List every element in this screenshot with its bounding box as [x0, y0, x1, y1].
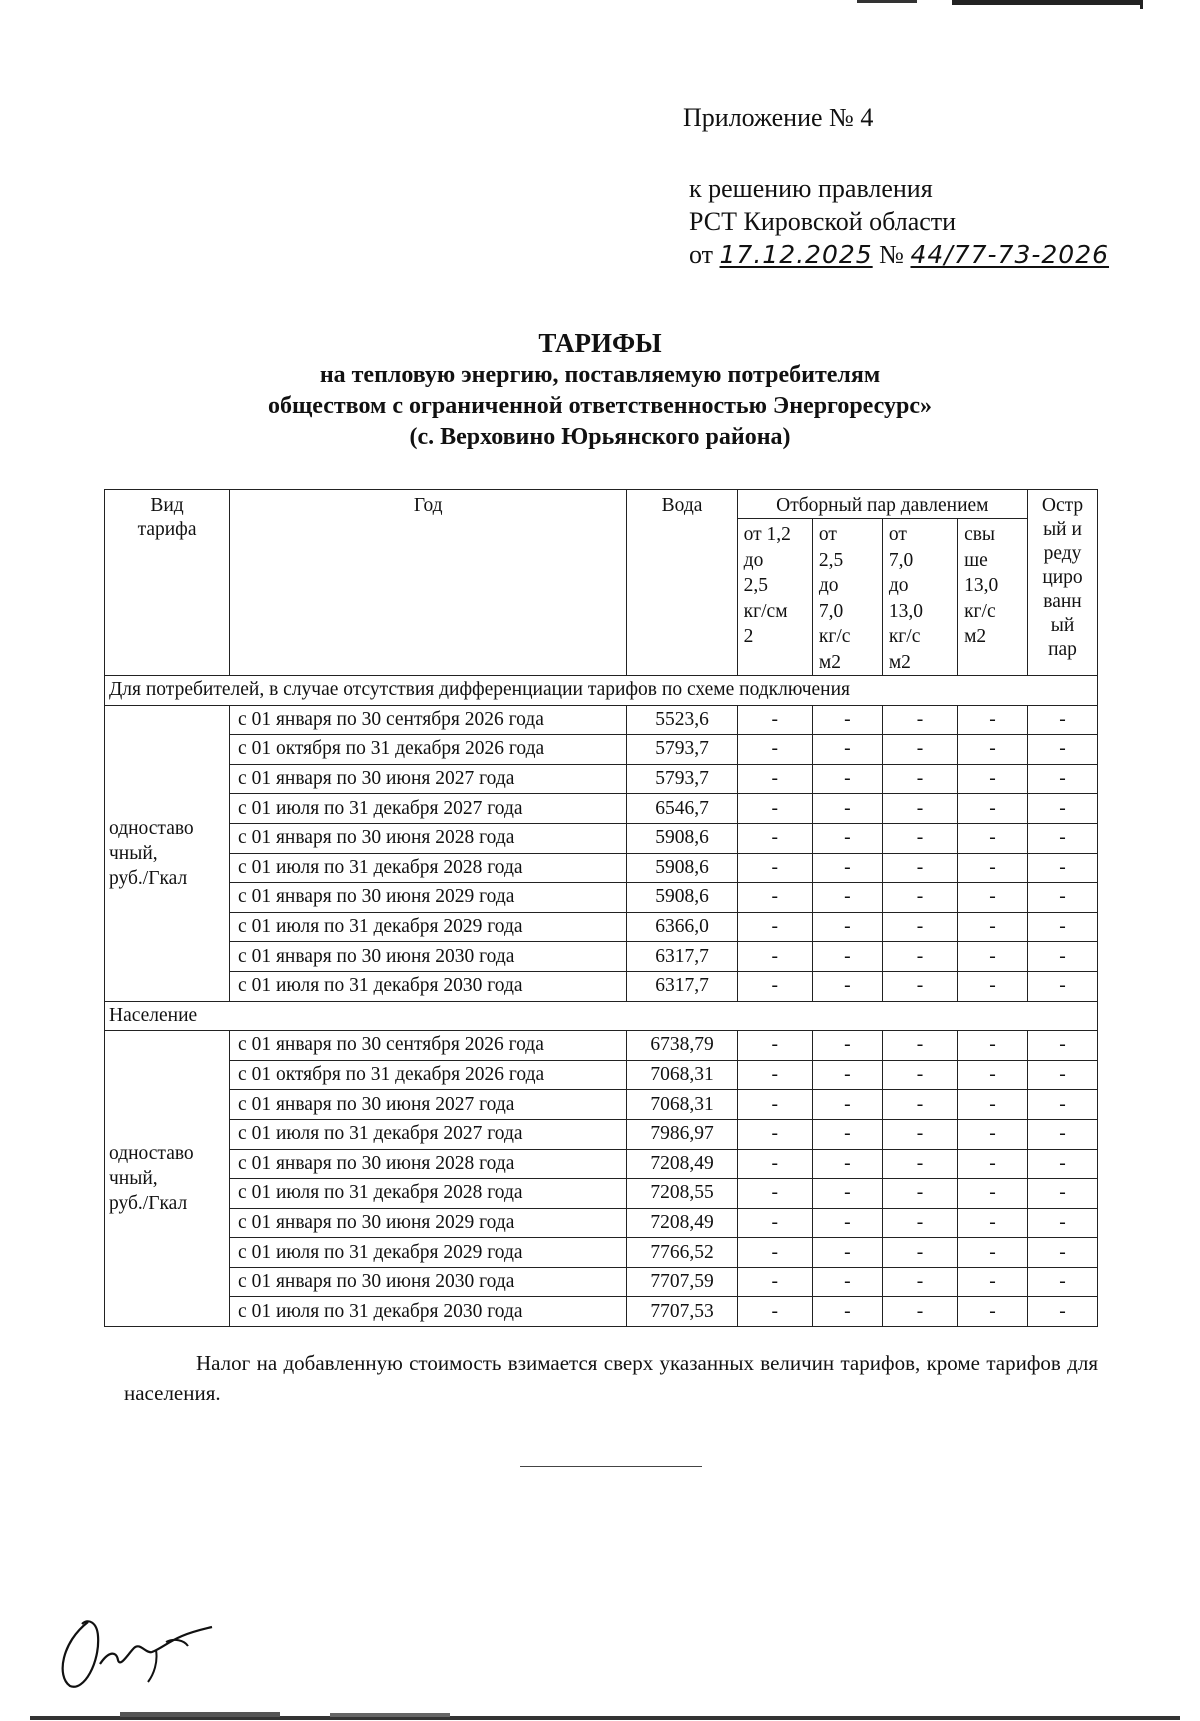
- empty-value: -: [958, 1208, 1028, 1238]
- water-value: 5908,6: [627, 853, 737, 883]
- empty-value: -: [812, 1060, 882, 1090]
- empty-value: -: [882, 735, 957, 765]
- header-steam-col-4: [958, 519, 1028, 676]
- empty-value: -: [958, 971, 1028, 1001]
- empty-value: -: [882, 1119, 957, 1149]
- header-water: Вода: [627, 490, 737, 676]
- empty-value: -: [882, 883, 957, 913]
- empty-value: -: [812, 853, 882, 883]
- table-row: [105, 1208, 1098, 1238]
- header-steam-group: Отборный пар давлением: [737, 490, 1027, 519]
- cell-line: одноставо: [109, 1143, 194, 1165]
- empty-value: -: [1028, 1267, 1098, 1297]
- empty-value: -: [958, 1238, 1028, 1268]
- table-row: [105, 1119, 1098, 1149]
- water-value: 7707,59: [627, 1267, 737, 1297]
- period-cell: с 01 января по 30 сентября 2026 года: [230, 705, 627, 735]
- empty-value: -: [882, 1060, 957, 1090]
- vat-note-text: Налог на добавленную стоимость взимается сверх указанных величин тарифов, кроме тарифов для населения.: [124, 1351, 1098, 1405]
- decision-line-2: РСТ Кировской области: [689, 207, 957, 236]
- empty-value: -: [1028, 705, 1098, 735]
- empty-value: -: [737, 1119, 812, 1149]
- empty-value: -: [958, 1179, 1028, 1209]
- period-cell: с 01 июля по 31 декабря 2028 года: [230, 853, 627, 883]
- header-year: Год: [230, 490, 627, 676]
- empty-value: -: [1028, 1179, 1098, 1209]
- cell-line: до: [818, 575, 839, 596]
- period-cell: с 01 октября по 31 декабря 2026 года: [230, 735, 627, 765]
- empty-value: -: [737, 1060, 812, 1090]
- empty-value: -: [958, 853, 1028, 883]
- empty-value: -: [812, 1297, 882, 1327]
- empty-value: -: [958, 764, 1028, 794]
- cell-line: одноставо: [109, 817, 194, 839]
- cell-line: м2: [818, 651, 841, 673]
- empty-value: -: [737, 1031, 812, 1061]
- empty-value: -: [1028, 1031, 1098, 1061]
- document-title: [100, 326, 1100, 453]
- cell-line: м2: [888, 651, 911, 673]
- empty-value: -: [812, 1267, 882, 1297]
- empty-value: -: [882, 1267, 957, 1297]
- empty-value: -: [812, 1179, 882, 1209]
- period-cell: с 01 июля по 31 декабря 2029 года: [230, 1238, 627, 1268]
- table-row: [105, 735, 1098, 765]
- empty-value: -: [958, 1060, 1028, 1090]
- empty-value: -: [737, 794, 812, 824]
- water-value: 7068,31: [627, 1060, 737, 1090]
- empty-value: -: [958, 1031, 1028, 1061]
- empty-value: -: [1028, 794, 1098, 824]
- empty-value: -: [737, 735, 812, 765]
- period-cell: с 01 июля по 31 декабря 2030 года: [230, 1297, 627, 1327]
- table-row: [105, 1031, 1098, 1061]
- water-value: 7707,53: [627, 1297, 737, 1327]
- empty-value: -: [882, 1297, 957, 1327]
- empty-value: -: [737, 912, 812, 942]
- empty-value: -: [737, 1238, 812, 1268]
- cell-line: кг/с: [818, 626, 851, 647]
- empty-value: -: [737, 1149, 812, 1179]
- empty-value: -: [1028, 823, 1098, 853]
- title-line-3: (с. Верховино Юрьянского района): [409, 424, 791, 450]
- table-row: [105, 1238, 1098, 1268]
- empty-value: -: [1028, 1090, 1098, 1120]
- empty-value: -: [1028, 942, 1098, 972]
- empty-value: -: [812, 1208, 882, 1238]
- empty-value: -: [882, 942, 957, 972]
- tariff-kind: [105, 1031, 230, 1327]
- empty-value: -: [882, 1090, 957, 1120]
- empty-value: -: [737, 883, 812, 913]
- empty-value: -: [882, 1208, 957, 1238]
- empty-value: -: [737, 971, 812, 1001]
- number-sign: №: [879, 240, 904, 269]
- period-cell: с 01 января по 30 июня 2030 года: [230, 942, 627, 972]
- title-line-2: обществом с ограниченной ответственностью Энергоресурс»: [268, 393, 932, 419]
- period-cell: с 01 января по 30 сентября 2026 года: [230, 1031, 627, 1061]
- cell-line: 2: [743, 626, 754, 647]
- water-value: 6317,7: [627, 971, 737, 1001]
- cell-line: руб./Гкал: [109, 1193, 188, 1215]
- cell-line: м2: [964, 626, 987, 647]
- empty-value: -: [812, 735, 882, 765]
- empty-value: -: [1028, 735, 1098, 765]
- empty-value: -: [882, 1238, 957, 1268]
- period-cell: с 01 января по 30 июня 2029 года: [230, 883, 627, 913]
- empty-value: -: [882, 705, 957, 735]
- decision-reference: [689, 172, 1109, 271]
- cell-line: чный,: [109, 842, 158, 864]
- section-row: [105, 676, 1098, 706]
- closing-rule: [520, 1466, 702, 1467]
- header-steam-col-2: [812, 519, 882, 676]
- water-value: 7208,55: [627, 1179, 737, 1209]
- cell-line: от: [888, 524, 907, 545]
- section-row: [105, 1001, 1098, 1031]
- table-row: [105, 1090, 1098, 1120]
- empty-value: -: [812, 971, 882, 1001]
- water-value: 5908,6: [627, 823, 737, 853]
- cell-line: Остр: [1041, 495, 1084, 516]
- table-row: [105, 853, 1098, 883]
- cell-line: 13,0: [888, 600, 923, 622]
- water-value: 6546,7: [627, 794, 737, 824]
- tariff-table: [104, 489, 1098, 1327]
- table-row: [105, 1297, 1098, 1327]
- section-title: Для потребителей, в случае отсутствия дифференциации тарифов по схеме подключения: [105, 676, 1098, 706]
- water-value: 5793,7: [627, 764, 737, 794]
- header-sharp-steam: [1028, 490, 1098, 676]
- period-cell: с 01 июля по 31 декабря 2028 года: [230, 1179, 627, 1209]
- cell-line: кг/см: [743, 600, 788, 622]
- empty-value: -: [882, 764, 957, 794]
- period-cell: с 01 января по 30 июня 2028 года: [230, 1149, 627, 1179]
- cell-line: руб./Гкал: [109, 867, 188, 889]
- cell-line: реду: [1043, 543, 1082, 564]
- period-cell: с 01 июля по 31 декабря 2027 года: [230, 794, 627, 824]
- empty-value: -: [812, 883, 882, 913]
- header-row-1: [105, 490, 1098, 519]
- cell-line: чный,: [109, 1168, 158, 1190]
- water-value: 6738,79: [627, 1031, 737, 1061]
- cell-line: кг/с: [888, 626, 921, 647]
- scan-edge-marks-top: [0, 0, 1200, 12]
- signature: [48, 1602, 228, 1692]
- empty-value: -: [882, 794, 957, 824]
- empty-value: -: [1028, 1208, 1098, 1238]
- table-row: [105, 794, 1098, 824]
- empty-value: -: [1028, 883, 1098, 913]
- empty-value: -: [958, 1149, 1028, 1179]
- table-row: [105, 1060, 1098, 1090]
- title-line-1: на тепловую энергию, поставляемую потребителям: [319, 362, 881, 388]
- empty-value: -: [1028, 1238, 1098, 1268]
- cell-line: циро: [1042, 567, 1083, 588]
- empty-value: -: [958, 1297, 1028, 1327]
- empty-value: -: [812, 705, 882, 735]
- table-row: [105, 1179, 1098, 1209]
- cell-line: 7,0: [818, 600, 844, 622]
- empty-value: -: [1028, 1149, 1098, 1179]
- cell-line: Вид: [150, 495, 184, 516]
- water-value: 5908,6: [627, 883, 737, 913]
- cell-line: 2,5: [818, 549, 844, 571]
- cell-line: ванн: [1043, 591, 1082, 612]
- empty-value: -: [737, 853, 812, 883]
- cell-line: до: [743, 549, 764, 571]
- water-value: 6317,7: [627, 942, 737, 972]
- empty-value: -: [812, 1119, 882, 1149]
- tariff-kind: [105, 705, 230, 1001]
- empty-value: -: [882, 1031, 957, 1061]
- table-row: [105, 823, 1098, 853]
- empty-value: -: [958, 1090, 1028, 1120]
- empty-value: -: [1028, 1060, 1098, 1090]
- cell-line: 13,0: [964, 575, 999, 596]
- decision-line-3: [689, 238, 1109, 271]
- empty-value: -: [882, 853, 957, 883]
- cell-line: ый: [1050, 615, 1075, 636]
- cell-line: от 1,2: [743, 524, 791, 545]
- vat-note: [124, 1348, 1098, 1408]
- empty-value: -: [882, 823, 957, 853]
- period-cell: с 01 октября по 31 декабря 2026 года: [230, 1060, 627, 1090]
- cell-line: 2,5: [743, 575, 769, 596]
- cell-line: кг/с: [964, 600, 996, 622]
- title-main: ТАРИФЫ: [538, 328, 662, 358]
- empty-value: -: [812, 764, 882, 794]
- period-cell: с 01 июля по 31 декабря 2029 года: [230, 912, 627, 942]
- period-cell: с 01 июля по 31 декабря 2027 года: [230, 1119, 627, 1149]
- period-cell: с 01 января по 30 июня 2027 года: [230, 764, 627, 794]
- empty-value: -: [958, 912, 1028, 942]
- header-steam-col-3: [882, 519, 957, 676]
- empty-value: -: [812, 1090, 882, 1120]
- scan-edge-marks-bottom: [30, 1712, 1180, 1721]
- empty-value: -: [1028, 1119, 1098, 1149]
- table-row: [105, 912, 1098, 942]
- water-value: 7766,52: [627, 1238, 737, 1268]
- empty-value: -: [958, 705, 1028, 735]
- cell-line: свы: [964, 524, 996, 545]
- decision-number: 44/77-73-2026: [910, 240, 1110, 269]
- period-cell: с 01 января по 30 июня 2030 года: [230, 1267, 627, 1297]
- water-value: 6366,0: [627, 912, 737, 942]
- cell-line: пар: [1048, 639, 1077, 660]
- empty-value: -: [812, 912, 882, 942]
- water-value: 7208,49: [627, 1149, 737, 1179]
- water-value: 5523,6: [627, 705, 737, 735]
- empty-value: -: [1028, 912, 1098, 942]
- empty-value: -: [812, 794, 882, 824]
- period-cell: с 01 июля по 31 декабря 2030 года: [230, 971, 627, 1001]
- empty-value: -: [737, 1090, 812, 1120]
- empty-value: -: [958, 1119, 1028, 1149]
- empty-value: -: [958, 942, 1028, 972]
- empty-value: -: [958, 735, 1028, 765]
- cell-line: 7,0: [888, 549, 914, 571]
- empty-value: -: [882, 1149, 957, 1179]
- appendix-label: Приложение № 4: [683, 103, 874, 132]
- empty-value: -: [882, 1179, 957, 1209]
- empty-value: -: [737, 823, 812, 853]
- period-cell: с 01 января по 30 июня 2029 года: [230, 1208, 627, 1238]
- decision-date: 17.12.2025: [719, 240, 873, 269]
- empty-value: -: [958, 794, 1028, 824]
- empty-value: -: [882, 971, 957, 1001]
- empty-value: -: [812, 1031, 882, 1061]
- header-kind: [105, 490, 230, 676]
- table-row: [105, 1149, 1098, 1179]
- empty-value: -: [1028, 853, 1098, 883]
- empty-value: -: [1028, 1297, 1098, 1327]
- header-steam-col-1: [737, 519, 812, 676]
- empty-value: -: [882, 912, 957, 942]
- empty-value: -: [737, 942, 812, 972]
- empty-value: -: [958, 883, 1028, 913]
- empty-value: -: [737, 1208, 812, 1238]
- empty-value: -: [737, 764, 812, 794]
- empty-value: -: [737, 1179, 812, 1209]
- empty-value: -: [958, 1267, 1028, 1297]
- table-row: [105, 971, 1098, 1001]
- empty-value: -: [958, 823, 1028, 853]
- empty-value: -: [1028, 971, 1098, 1001]
- from-word: от: [689, 240, 714, 269]
- table-row: [105, 1267, 1098, 1297]
- table-row: [105, 942, 1098, 972]
- table-row: [105, 883, 1098, 913]
- section-title: Население: [105, 1001, 1098, 1031]
- empty-value: -: [812, 823, 882, 853]
- water-value: 7068,31: [627, 1090, 737, 1120]
- empty-value: -: [812, 1149, 882, 1179]
- cell-line: тарифа: [137, 519, 197, 540]
- cell-line: от: [818, 524, 837, 545]
- period-cell: с 01 января по 30 июня 2027 года: [230, 1090, 627, 1120]
- empty-value: -: [1028, 764, 1098, 794]
- decision-line-1: к решению правления: [689, 174, 933, 203]
- cell-line: ый и: [1043, 519, 1082, 540]
- cell-line: до: [888, 575, 909, 596]
- empty-value: -: [737, 1267, 812, 1297]
- cell-line: ше: [964, 549, 988, 571]
- water-value: 5793,7: [627, 735, 737, 765]
- empty-value: -: [812, 942, 882, 972]
- water-value: 7208,49: [627, 1208, 737, 1238]
- period-cell: с 01 января по 30 июня 2028 года: [230, 823, 627, 853]
- empty-value: -: [737, 705, 812, 735]
- empty-value: -: [737, 1297, 812, 1327]
- empty-value: -: [812, 1238, 882, 1268]
- table-row: [105, 764, 1098, 794]
- water-value: 7986,97: [627, 1119, 737, 1149]
- table-row: [105, 705, 1098, 735]
